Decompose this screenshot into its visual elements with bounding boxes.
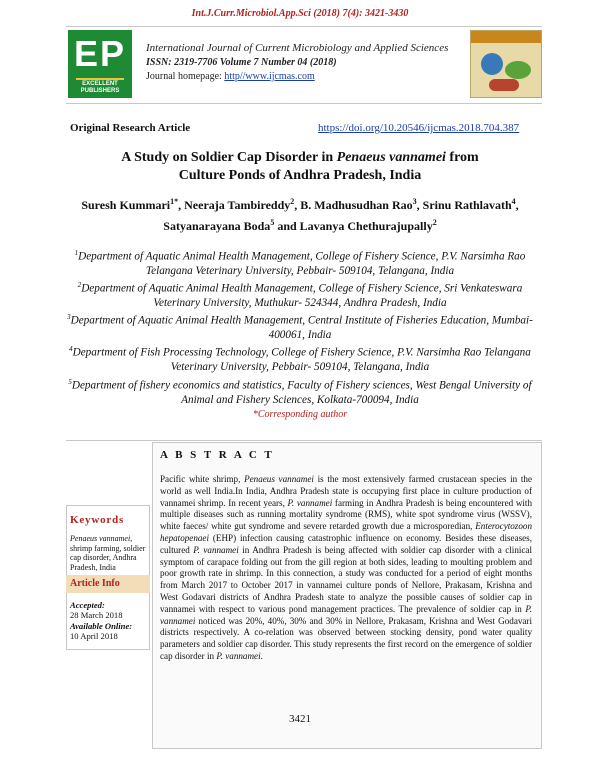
available-label: Available Online:: [70, 620, 133, 631]
title-species: Penaeus vannamei: [336, 150, 446, 165]
keyword: shrimp farming,: [70, 543, 122, 553]
logo-publisher-text: EXCELLENT PUBLISHERS: [80, 81, 120, 94]
author-name: Neeraja Tambireddy: [184, 198, 291, 212]
abstract-segment: Pacific white shrimp,: [160, 474, 245, 484]
author-name: Srinu Rathlavath: [422, 198, 512, 212]
journal-name: International Journal of Current Microbiology and Applied Sciences: [146, 42, 449, 54]
article-dates: [70, 600, 148, 642]
homepage-link[interactable]: http//www.ijcmas.com: [224, 71, 315, 82]
logo-divider: [76, 78, 124, 80]
cover-graphic: [481, 53, 503, 75]
journal-homepage: [146, 71, 476, 82]
article-type: Original Research Article: [70, 122, 191, 134]
doi-link[interactable]: https://doi.org/10.20546/ijcmas.2018.704.387: [318, 122, 520, 134]
affiliation: [60, 342, 540, 374]
abstract-segment: farming in Andhra Pradesh is being encountered with multiple diseases such as running mortality syndrome (RMS), white spot syndrome virus (WSSV), white faeces/ white gut syndrome and severe retarded growth due a microsporedian,: [160, 497, 532, 532]
species-name: P. vannamei: [287, 497, 333, 508]
affiliation: [60, 375, 540, 407]
available-date: 10 April 2018: [70, 631, 118, 642]
affiliation-number: 2: [77, 281, 82, 290]
species-name: P. vannamei: [193, 544, 239, 555]
author-name: Satyanarayana Boda: [163, 219, 271, 233]
affiliation-text: Department of fishery economics and statistics, Faculty of Fishery sciences, West Bengal University of Animal and Fishery Sciences, Kolkata-700094, India: [71, 379, 532, 406]
section-divider: [66, 440, 542, 441]
author-affiliation-mark: 1*: [170, 197, 179, 206]
abstract-segment: .: [260, 650, 263, 661]
author-affiliation-mark: 5: [270, 218, 275, 227]
author-affiliation-mark: 2: [432, 218, 437, 227]
species-name: P. vannamei: [160, 603, 532, 626]
affiliation-number: 3: [67, 313, 71, 322]
accepted-date: 28 March 2018: [70, 610, 123, 621]
homepage-label: Journal homepage:: [146, 71, 225, 82]
author-affiliation-mark: 4: [511, 197, 516, 206]
keyword: Andhra Pradesh, India: [70, 553, 137, 572]
keywords-title: Keywords: [70, 514, 125, 526]
affiliation-number: 4: [69, 345, 73, 354]
paper-title: [60, 149, 540, 185]
author-affiliation-mark: 2: [290, 197, 295, 206]
affiliation-text: Department of Fish Processing Technology, College of Fishery Science, P.V. Narsimha Rao Telangana Veterinary University, Pebbair- 509104, Telangana, India: [72, 347, 531, 374]
page-number: 3421: [289, 713, 311, 725]
title-part: from: [445, 150, 479, 165]
running-head: Int.J.Curr.Microbiol.App.Sci (2018) 7(4): 3421-3430: [191, 8, 409, 19]
keyword: Penaeus vannamei,: [70, 534, 133, 543]
abstract-segment: is the most extensively farmed crustacean species in the world as well India.In India, Andhra Pradesh state is occupying first place in culture production of vannamei shrimp. In recent years,: [160, 474, 532, 508]
title-line2: Culture Ponds of Andhra Pradesh, India: [178, 168, 422, 183]
species-name: Penaeus vannamei: [244, 474, 314, 484]
article-info-title: Article Info: [70, 578, 120, 589]
corresponding-author-note: *Corresponding author: [252, 409, 348, 420]
affiliation: [60, 246, 540, 278]
journal-issn: ISSN: 2319-7706 Volume 7 Number 04 (2018): [146, 57, 337, 68]
cover-graphic: [489, 79, 519, 91]
logo-letters: EP: [73, 33, 127, 74]
abstract-segment: in Andhra Pradesh is being affected with soldier cap disorder with a clinical symptom of carapace folding out from the gill region at both sides, leading to moulting problem and poor growth rate in shrimp. In this connection, a study was conducted for a period of eight months from March 2017 to October 2017 in vannamei culture ponds of Nellore, Prakasam, Krishna and West Godavari districts of Andhra Pradesh state to analyze the possible causes of soldier cap in vannamei with respect to various pond management practices. The prevalence of soldier cap in: [160, 544, 532, 614]
title-part: A Study on Soldier Cap Disorder in: [121, 150, 337, 165]
journal-cover-image: [470, 30, 542, 98]
species-name: P. vannamei: [216, 650, 261, 661]
abstract-text: [160, 474, 532, 663]
affiliation-list: [60, 246, 540, 407]
author-affiliation-mark: 3: [412, 197, 417, 206]
affiliation-text: Department of Aquatic Animal Health Management, College of Fishery Science, P.V. Narsimha Rao Telangana Veterinary University, Pebbair- 509104, Telangana, India: [78, 250, 526, 277]
abstract-segment: (EHP) infection causing catastrophic influence on economy. Besides these diseases, cultured: [160, 532, 532, 555]
keywords-list: [70, 534, 148, 572]
affiliation-number: 1: [74, 249, 79, 257]
affiliation: [60, 278, 540, 310]
affiliation: [60, 310, 540, 342]
accepted-label: Accepted:: [70, 600, 105, 610]
affiliation-text: Department of Aquatic Animal Health Management, Central Institute of Fisheries Education, Mumbai- 400061, India: [70, 315, 533, 342]
cover-graphic: [505, 61, 531, 79]
affiliation-text: Department of Aquatic Animal Health Management, College of Fishery Science, Sri Venkateswara Veterinary University, Muthukur- 524344, Andhra Pradesh, India: [81, 282, 523, 310]
keyword: soldier cap disorder,: [70, 543, 146, 563]
publisher-logo: [68, 30, 132, 98]
affiliation-number: 5: [68, 377, 72, 386]
abstract-segment: noticed was 20%, 40%, 30% and 30% in Nellore, Prakasam, Krishna and West Godavari districts respectively. A co-relation was observed between stocking density, pond water quality parameters and soldier cap disorder. This study represents the first record on the emergence of soldier cap disorder in: [160, 615, 532, 661]
author-name: Lavanya Chethurajupally: [299, 219, 433, 233]
author-list: Suresh Kummari$^{1*}$, Neeraja Tambireddy$^2$, B. Madhusudhan Rao$^3$, Srinu Rathlavath$^4$, Satyanarayana Boda$^5$ and Lavanya Chethurajupally$^2$: [81, 197, 519, 233]
species-name: Enterocytozoon hepatopenaei: [160, 521, 532, 543]
abstract-heading: A B S T R A C T: [160, 449, 275, 461]
author-name: B. Madhusudhan Rao: [300, 198, 413, 212]
author-name: Suresh Kummari: [81, 198, 171, 212]
cover-band: [471, 31, 542, 43]
